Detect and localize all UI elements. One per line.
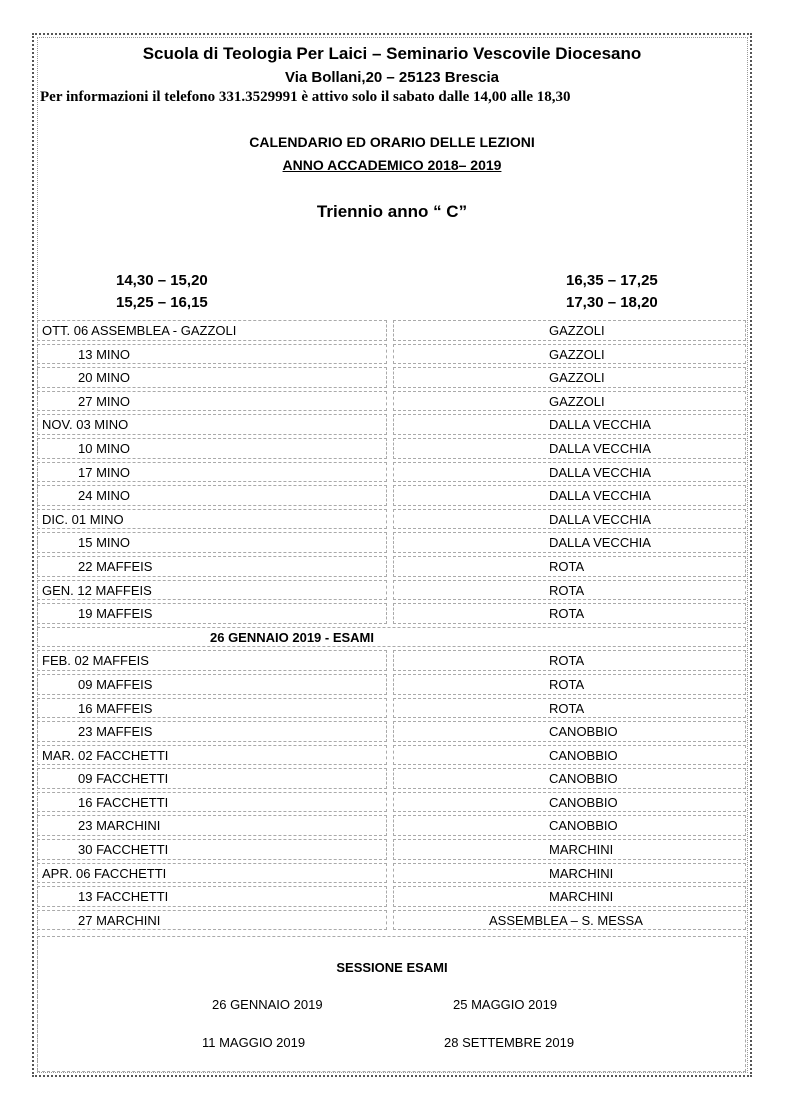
lesson-date-teacher: 06 ASSEMBLEA - GAZZOLI: [73, 323, 237, 338]
lesson-right-teacher: DALLA VECCHIA: [549, 464, 651, 480]
lesson-right-cell: [393, 414, 746, 435]
table-row: [37, 318, 748, 342]
table-row: [37, 483, 748, 507]
lesson-date-teacher: 10 MINO: [78, 440, 131, 456]
lesson-left-cell: [37, 556, 387, 577]
lesson-right-teacher: CANOBBIO: [549, 794, 618, 810]
lesson-right-cell: [393, 532, 746, 553]
lesson-date-teacher: 19 MAFFEIS: [78, 606, 153, 622]
lesson-date-teacher: 22 MAFFEIS: [78, 558, 153, 574]
month-label: APR.: [42, 865, 73, 881]
table-row: [37, 578, 748, 602]
lesson-left-cell: [37, 745, 387, 766]
lesson-left-cell: [37, 886, 387, 907]
lesson-left-cell: [37, 320, 387, 341]
lesson-date-teacher: 02 MAFFEIS: [74, 653, 149, 669]
lesson-right-teacher: ROTA: [549, 653, 585, 669]
lesson-date-teacher: 15 MINO: [78, 535, 131, 551]
time-right-1: 16,35 – 17,25: [566, 272, 658, 289]
lesson-right-teacher: ROTA: [549, 582, 585, 598]
lesson-date-teacher: 30 FACCHETTI: [78, 842, 169, 858]
table-row: [37, 625, 748, 649]
lesson-right-cell: [393, 910, 746, 931]
lesson-right-teacher: CANOBBIO: [549, 747, 618, 763]
lesson-right-cell: [393, 603, 746, 624]
lesson-right-cell: [393, 509, 746, 530]
school-address: Via Bollani,20 – 25123 Brescia: [284, 69, 500, 86]
lesson-right-cell: [393, 839, 746, 860]
academic-year: ANNO ACCADEMICO 2018– 2019: [282, 157, 502, 173]
lesson-right-teacher: DALLA VECCHIA: [549, 488, 651, 504]
schedule-table: [37, 318, 748, 931]
lesson-right-teacher: ROTA: [549, 676, 585, 692]
lesson-date-teacher: 03 MINO: [76, 417, 129, 433]
exam-date: 26 GENNAIO 2019: [212, 997, 323, 1012]
info-line: Per informazioni il telefono 331.3529991 è attivo solo il sabato dalle 14,00 alle 18,30: [40, 89, 571, 105]
table-row: [37, 908, 748, 932]
table-row: [37, 412, 748, 436]
lesson-right-cell: [393, 462, 746, 483]
lesson-right-cell: [393, 674, 746, 695]
time-left-1: 14,30 – 15,20: [116, 272, 208, 289]
lesson-left-cell: [37, 698, 387, 719]
month-label: MAR.: [42, 747, 75, 763]
lesson-date-teacher: 16 MAFFEIS: [78, 700, 153, 716]
lesson-right-teacher: MARCHINI: [549, 865, 614, 881]
lesson-right-cell: [393, 367, 746, 388]
table-row: [37, 719, 748, 743]
table-row: [37, 790, 748, 814]
lesson-left-cell: [37, 344, 387, 365]
lesson-right-cell: [393, 438, 746, 459]
table-row: [37, 389, 748, 413]
lesson-right-cell: [393, 886, 746, 907]
table-row: [37, 696, 748, 720]
table-row: [37, 837, 748, 861]
exam-row-label: 26 GENNAIO 2019 - ESAMI: [210, 629, 374, 645]
lesson-right-cell: [393, 391, 746, 412]
lesson-date-teacher: 23 MAFFEIS: [78, 724, 153, 740]
lesson-right-teacher: DALLA VECCHIA: [549, 417, 651, 433]
lesson-date-teacher: 12 MAFFEIS: [77, 582, 152, 598]
lesson-left-cell: [37, 485, 387, 506]
time-left-2: 15,25 – 16,15: [116, 294, 208, 311]
exam-session-box: [37, 936, 746, 1072]
lesson-date-teacher: 09 FACCHETTI: [78, 771, 169, 787]
table-row: [37, 648, 748, 672]
lesson-right-teacher: CANOBBIO: [549, 771, 618, 787]
month-label: FEB.: [42, 653, 71, 669]
lesson-date-teacher: 13 MINO: [78, 346, 131, 362]
table-row: [37, 507, 748, 531]
lesson-left-cell: [37, 674, 387, 695]
table-row: [37, 672, 748, 696]
lesson-left-cell: [37, 721, 387, 742]
lesson-right-teacher: ASSEMBLEA – S. MESSA: [489, 912, 643, 928]
lesson-right-cell: [393, 745, 746, 766]
lesson-date-teacher: 16 FACCHETTI: [78, 794, 169, 810]
lesson-right-teacher: MARCHINI: [549, 889, 614, 905]
lesson-left-cell: [37, 509, 387, 530]
lesson-left-cell: [37, 839, 387, 860]
table-row: [37, 365, 748, 389]
lesson-date-teacher: 27 MARCHINI: [78, 912, 161, 928]
lesson-right-cell: [393, 650, 746, 671]
lesson-date-teacher: 23 MARCHINI: [78, 818, 161, 834]
exam-session-title: SESSIONE ESAMI: [336, 960, 448, 975]
month-label: GEN.: [42, 582, 74, 598]
lesson-right-cell: [393, 768, 746, 789]
table-row: [37, 554, 748, 578]
table-row: [37, 436, 748, 460]
lesson-right-teacher: DALLA VECCHIA: [549, 535, 651, 551]
table-row: [37, 766, 748, 790]
lesson-right-cell: [393, 863, 746, 884]
time-right-2: 17,30 – 18,20: [566, 294, 658, 311]
lesson-left-cell: [37, 438, 387, 459]
lesson-date-teacher: 01 MINO: [71, 511, 124, 527]
lesson-left-cell: [37, 367, 387, 388]
lesson-date-teacher: 13 FACCHETTI: [78, 889, 169, 905]
table-row: [37, 530, 748, 554]
lesson-right-cell: [393, 485, 746, 506]
lesson-date-teacher: 06 FACCHETTI: [75, 865, 167, 881]
table-row: [37, 342, 748, 366]
lesson-right-cell: [393, 792, 746, 813]
exam-date: 28 SETTEMBRE 2019: [444, 1035, 575, 1050]
month-label: OTT.: [42, 323, 71, 338]
lesson-right-teacher: GAZZOLI: [549, 323, 605, 338]
lesson-date-teacher: 20 MINO: [78, 370, 131, 386]
lesson-right-teacher: ROTA: [549, 700, 585, 716]
table-row: [37, 601, 748, 625]
lesson-right-teacher: DALLA VECCHIA: [549, 440, 651, 456]
lesson-right-teacher: CANOBBIO: [549, 724, 618, 740]
lesson-right-cell: [393, 556, 746, 577]
lesson-right-teacher: MARCHINI: [549, 842, 614, 858]
month-label: DIC.: [42, 511, 68, 527]
lesson-left-cell: [37, 792, 387, 813]
table-row: [37, 884, 748, 908]
lesson-left-cell: [37, 462, 387, 483]
lesson-right-cell: [393, 320, 746, 341]
lesson-right-cell: [393, 698, 746, 719]
lesson-left-cell: [37, 580, 387, 601]
lesson-left-cell: [37, 391, 387, 412]
lesson-left-cell: [37, 532, 387, 553]
exam-date: 25 MAGGIO 2019: [453, 997, 558, 1012]
lesson-date-teacher: 09 MAFFEIS: [78, 676, 153, 692]
lesson-date-teacher: 27 MINO: [78, 393, 131, 409]
lesson-date-teacher: 24 MINO: [78, 488, 131, 504]
lesson-left-cell: [37, 768, 387, 789]
lesson-date-teacher: 17 MINO: [78, 464, 131, 480]
table-row: [37, 813, 748, 837]
lesson-right-teacher: ROTA: [549, 558, 585, 574]
month-label: NOV.: [42, 417, 73, 433]
exam-date: 11 MAGGIO 2019: [202, 1035, 306, 1050]
lesson-right-teacher: ROTA: [549, 606, 585, 622]
triennio-title: Triennio anno “ C”: [316, 202, 468, 221]
lesson-right-cell: [393, 721, 746, 742]
lesson-right-teacher: GAZZOLI: [549, 393, 605, 409]
lesson-right-teacher: CANOBBIO: [549, 818, 618, 834]
lesson-right-teacher: GAZZOLI: [549, 370, 605, 386]
lesson-date-teacher: 02 FACCHETTI: [78, 747, 169, 763]
lesson-left-cell: [37, 650, 387, 671]
table-row: [37, 460, 748, 484]
lesson-right-teacher: GAZZOLI: [549, 346, 605, 362]
lesson-left-cell: [37, 910, 387, 931]
lesson-left-cell: [37, 815, 387, 836]
lesson-left-cell: [37, 603, 387, 624]
lesson-left-cell: [37, 414, 387, 435]
lesson-left-cell: [37, 863, 387, 884]
calendar-title: CALENDARIO ED ORARIO DELLE LEZIONI: [249, 134, 535, 150]
table-row: [37, 861, 748, 885]
lesson-right-cell: [393, 580, 746, 601]
exam-row-cell: [37, 627, 746, 648]
school-name: Scuola di Teologia Per Laici – Seminario Vescovile Diocesano: [142, 44, 642, 63]
lesson-right-cell: [393, 815, 746, 836]
lesson-right-teacher: DALLA VECCHIA: [549, 511, 651, 527]
lesson-right-cell: [393, 344, 746, 365]
table-row: [37, 743, 748, 767]
